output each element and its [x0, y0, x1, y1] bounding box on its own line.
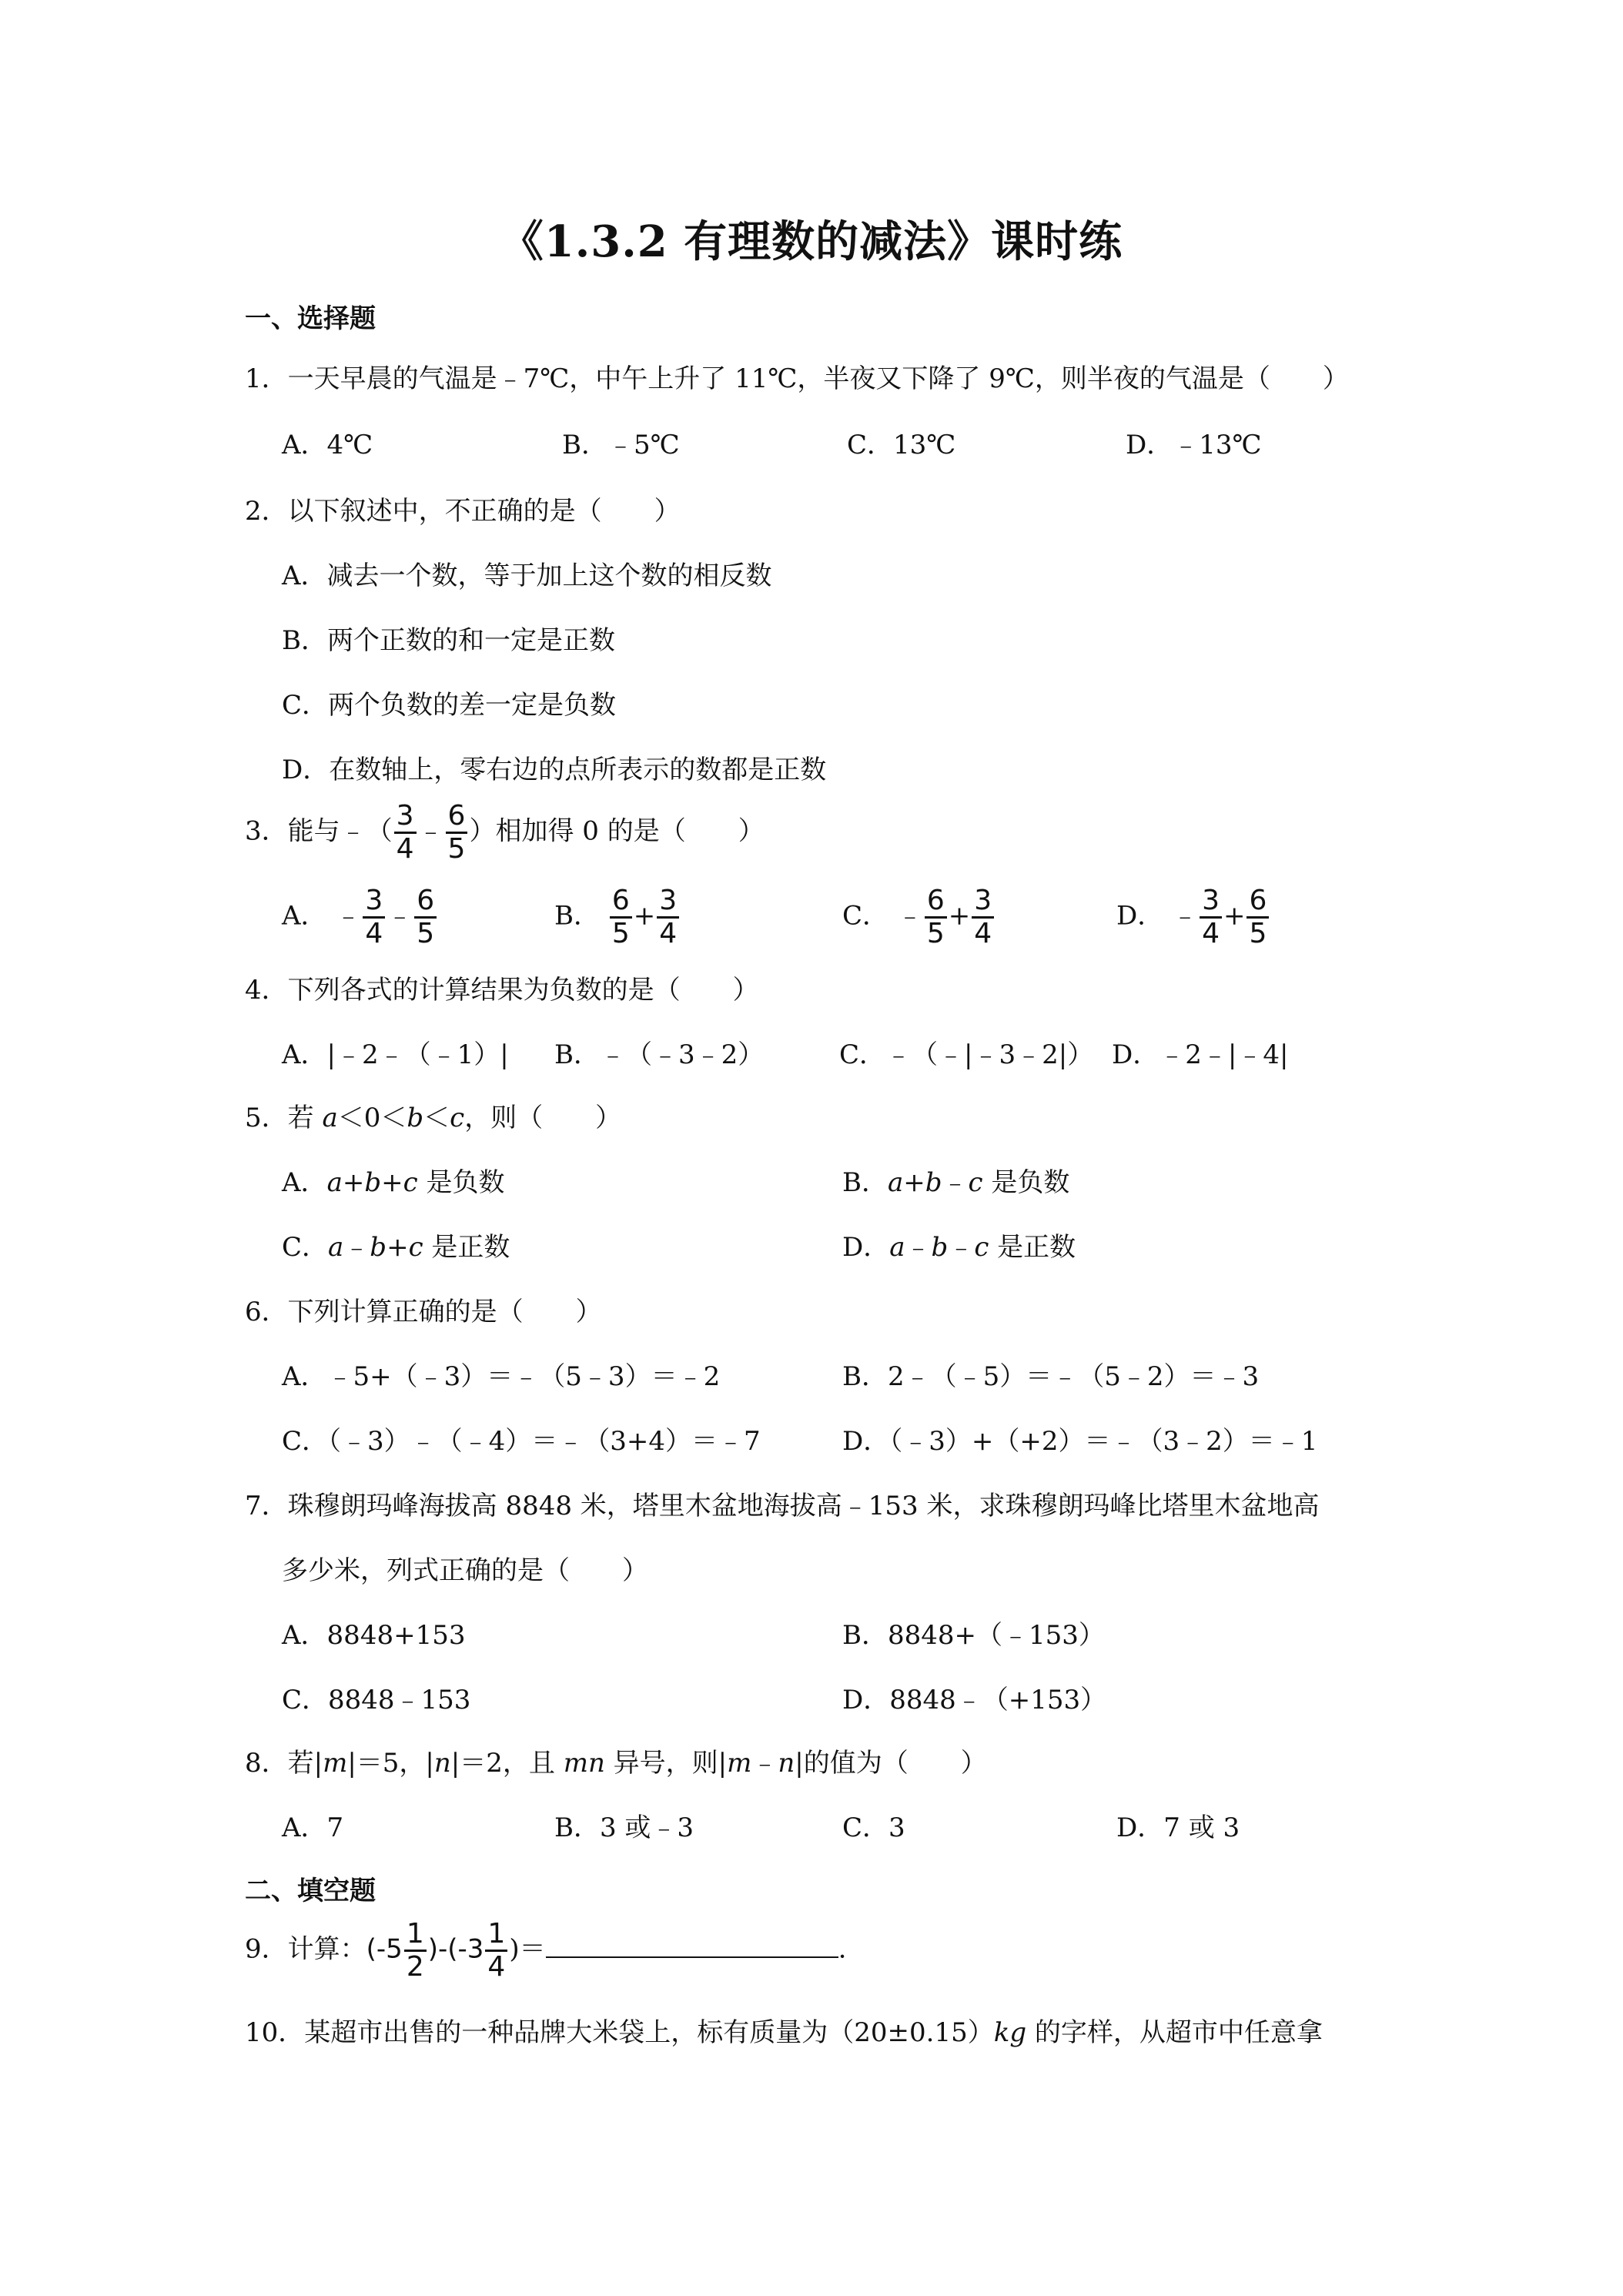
question-2-stem: 2．以下叙述中，不正确的是（ ） — [245, 496, 681, 527]
question-3-option-a: A． ﹣ $\frac{3}{4}$ ﹣ $\frac{6}{5}$ — [282, 885, 438, 949]
question-8-option-d: D．7 或 3 — [1116, 1812, 1240, 1843]
question-7-stem-line1: 7．珠穆朗玛峰海拔高 8848 米，塔里木盆地海拔高﹣153 米，求珠穆朗玛峰比塔里木盆地高 — [245, 1491, 1320, 1521]
question-6-stem: 6．下列计算正确的是（ ） — [245, 1297, 602, 1327]
question-6-option-d: D．（﹣3）+（+2）＝﹣（3﹣2）＝﹣1 — [842, 1426, 1318, 1457]
question-7-option-b: B．8848+（﹣153） — [842, 1620, 1105, 1651]
question-3-suffix: ）相加得 0 的是（ ） — [469, 815, 765, 847]
question-2-option-a: A．减去一个数，等于加上这个数的相反数 — [282, 561, 772, 591]
question-8-option-b: B．3 或﹣3 — [554, 1812, 694, 1843]
question-4-option-a: A．|﹣2﹣（﹣1）| — [282, 1039, 509, 1070]
question-4-option-c: C．﹣（﹣|﹣3﹣2|） — [839, 1039, 1094, 1070]
question-9-stem: 9．计算：(-5 $\frac{1}{2}$ )-(-3 $\frac{1}{4}$ )＝ . — [245, 1918, 847, 1983]
question-6-option-c: C．（﹣3）﹣（﹣4）＝﹣（3+4）＝﹣7 — [282, 1426, 761, 1457]
question-3-option-d: D． ﹣ $\frac{3}{4}$ + $\frac{6}{5}$ — [1116, 885, 1270, 949]
question-8-option-c: C．3 — [842, 1812, 905, 1843]
page-title: 《1.3.2 有理数的减法》课时练 — [500, 216, 1123, 267]
question-4-option-d: D．﹣2﹣|﹣4| — [1112, 1039, 1289, 1070]
question-5-option-d: D．a﹣b﹣c 是正数 — [842, 1232, 1076, 1263]
question-4-option-b: B．﹣（﹣3﹣2） — [554, 1039, 765, 1070]
answer-blank[interactable] — [546, 1930, 838, 1958]
question-3-option-c: C． ﹣ $\frac{6}{5}$ + $\frac{3}{4}$ — [842, 885, 996, 949]
fraction-6-5: $\frac{6}{5}$ — [446, 801, 468, 865]
fraction-1-2: $\frac{1}{2}$ — [404, 1919, 427, 1983]
fraction-3-4: $\frac{3}{4}$ — [394, 801, 417, 865]
question-1-option-b: B．﹣5℃ — [562, 430, 680, 460]
question-5-option-c: C．a﹣b+c 是正数 — [282, 1232, 510, 1263]
question-10-stem: 10．某超市出售的一种品牌大米袋上，标有质量为（20±0.15）kg 的字样，从超市中任意拿 — [245, 2017, 1323, 2048]
question-7-option-a: A．8848+153 — [282, 1620, 466, 1651]
question-6-option-b: B．2﹣（﹣5）＝﹣（5﹣2）＝﹣3 — [842, 1361, 1260, 1392]
question-8-option-a: A．7 — [282, 1812, 344, 1843]
question-8-stem: 8．若|m|＝5，|n|＝2，且 mn 异号，则|m﹣n|的值为（ ） — [245, 1748, 987, 1779]
question-1-option-a: A．4℃ — [282, 430, 373, 460]
question-7-option-c: C．8848﹣153 — [282, 1685, 471, 1715]
question-3-prefix: 3．能与﹣（ — [245, 815, 393, 847]
question-5-option-b: B．a+b﹣c 是负数 — [842, 1167, 1070, 1198]
question-2-option-b: B．两个正数的和一定是正数 — [282, 625, 615, 656]
fraction-1-4: $\frac{1}{4}$ — [485, 1919, 507, 1983]
question-2-option-d: D．在数轴上，零右边的点所表示的数都是正数 — [282, 755, 827, 785]
question-7-stem-line2: 多少米，列式正确的是（ ） — [282, 1555, 648, 1586]
question-6-option-a: A．﹣5+（﹣3）＝﹣（5﹣3）＝﹣2 — [282, 1361, 721, 1392]
question-4-stem: 4．下列各式的计算结果为负数的是（ ） — [245, 975, 759, 1006]
section-fill-heading: 二、填空题 — [245, 1876, 376, 1906]
question-1-option-c: C．13℃ — [847, 430, 956, 460]
question-7-option-d: D．8848﹣（+153） — [842, 1685, 1107, 1715]
question-3-stem: 3．能与﹣（ $\frac{3}{4}$ ﹣ $\frac{6}{5}$ ）相加得 0 的是（ ） — [245, 800, 765, 865]
question-2-option-c: C．两个负数的差一定是负数 — [282, 690, 617, 721]
question-1-option-d: D．﹣13℃ — [1126, 430, 1262, 460]
question-5-option-a: A．a+b+c 是负数 — [282, 1167, 505, 1198]
question-5-stem: 5．若 a＜0＜b＜c，则（ ） — [245, 1103, 622, 1133]
section-choice-heading: 一、选择题 — [245, 303, 376, 334]
question-1-stem: 1．一天早晨的气温是﹣7℃，中午上升了 11℃，半夜又下降了 9℃，则半夜的气温是（ ） — [245, 363, 1349, 394]
question-3-option-b: B． $\frac{6}{5}$ + $\frac{3}{4}$ — [554, 885, 681, 949]
